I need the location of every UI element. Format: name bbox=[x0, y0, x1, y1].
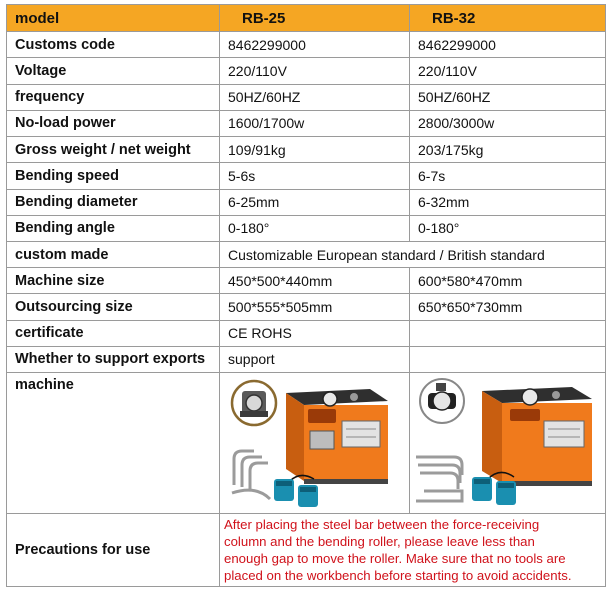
table-row bbox=[7, 137, 606, 163]
table-row bbox=[7, 320, 606, 346]
spec-table bbox=[6, 4, 606, 587]
table-row bbox=[7, 163, 606, 189]
rb32-value: 2800/3000w bbox=[410, 110, 606, 136]
rb32-value: 600*580*470mm bbox=[410, 268, 606, 294]
rb25-value: 5-6s bbox=[220, 163, 410, 189]
row-label: No-load power bbox=[7, 110, 220, 136]
row-label: Whether to support exports bbox=[7, 346, 220, 372]
rb32-value: 650*650*730mm bbox=[410, 294, 606, 320]
rb32-value bbox=[410, 320, 606, 346]
precaution-line: column and the bending roller, please leave less than bbox=[224, 534, 535, 550]
row-label: machine bbox=[7, 373, 220, 514]
table-row bbox=[7, 32, 606, 58]
rb25-value: 8462299000 bbox=[220, 32, 410, 58]
rb32-machine-illustration bbox=[410, 375, 604, 511]
table-row bbox=[7, 215, 606, 241]
rb32-value: 0-180° bbox=[410, 215, 606, 241]
row-label: frequency bbox=[7, 84, 220, 110]
header-label: model bbox=[7, 5, 220, 32]
rb25-value: 1600/1700w bbox=[220, 110, 410, 136]
rb25-value: 50HZ/60HZ bbox=[220, 84, 410, 110]
precautions-text bbox=[220, 514, 606, 587]
rb25-value: 220/110V bbox=[220, 58, 410, 84]
header-row bbox=[7, 5, 606, 32]
table-row bbox=[7, 294, 606, 320]
row-label: custom made bbox=[7, 241, 220, 267]
rb25-value: 450*500*440mm bbox=[220, 268, 410, 294]
rb25-value: 500*555*505mm bbox=[220, 294, 410, 320]
table-row bbox=[7, 346, 606, 372]
table-row bbox=[7, 189, 606, 215]
rb32-value: 6-7s bbox=[410, 163, 606, 189]
rb25-machine-image bbox=[220, 373, 410, 514]
rb32-value: 6-32mm bbox=[410, 189, 606, 215]
rb25-value: 0-180° bbox=[220, 215, 410, 241]
precautions-row bbox=[7, 514, 606, 587]
row-label: Bending diameter bbox=[7, 189, 220, 215]
table-row bbox=[7, 58, 606, 84]
rb25-value: 6-25mm bbox=[220, 189, 410, 215]
table-row bbox=[7, 84, 606, 110]
machine-row bbox=[7, 373, 606, 514]
rb25-machine-illustration bbox=[220, 375, 408, 511]
rb25-value: support bbox=[220, 346, 410, 372]
model-a-header: RB-25 bbox=[220, 5, 410, 32]
custom-made-value: Customizable European standard / British standard bbox=[220, 241, 606, 267]
row-label: Bending speed bbox=[7, 163, 220, 189]
precaution-line: placed on the workbench before starting to avoid accidents. bbox=[224, 568, 572, 584]
row-label: Voltage bbox=[7, 58, 220, 84]
table-row bbox=[7, 268, 606, 294]
table-row bbox=[7, 110, 606, 136]
row-label: Outsourcing size bbox=[7, 294, 220, 320]
row-label: Gross weight / net weight bbox=[7, 137, 220, 163]
rb32-value: 8462299000 bbox=[410, 32, 606, 58]
precaution-line: After placing the steel bar between the force-receiving bbox=[224, 517, 540, 533]
rb25-value: 109/91kg bbox=[220, 137, 410, 163]
row-label: Bending angle bbox=[7, 215, 220, 241]
model-b-header: RB-32 bbox=[410, 5, 606, 32]
precaution-line: enough gap to move the roller. Make sure that no tools are bbox=[224, 551, 566, 567]
row-label: Machine size bbox=[7, 268, 220, 294]
custom-made-row bbox=[7, 241, 606, 267]
rb32-machine-image bbox=[410, 373, 606, 514]
row-label: Precautions for use bbox=[7, 514, 220, 587]
rb25-value: CE ROHS bbox=[220, 320, 410, 346]
rb32-value bbox=[410, 346, 606, 372]
row-label: Customs code bbox=[7, 32, 220, 58]
rb32-value: 203/175kg bbox=[410, 137, 606, 163]
row-label: certificate bbox=[7, 320, 220, 346]
rb32-value: 220/110V bbox=[410, 58, 606, 84]
rb32-value: 50HZ/60HZ bbox=[410, 84, 606, 110]
